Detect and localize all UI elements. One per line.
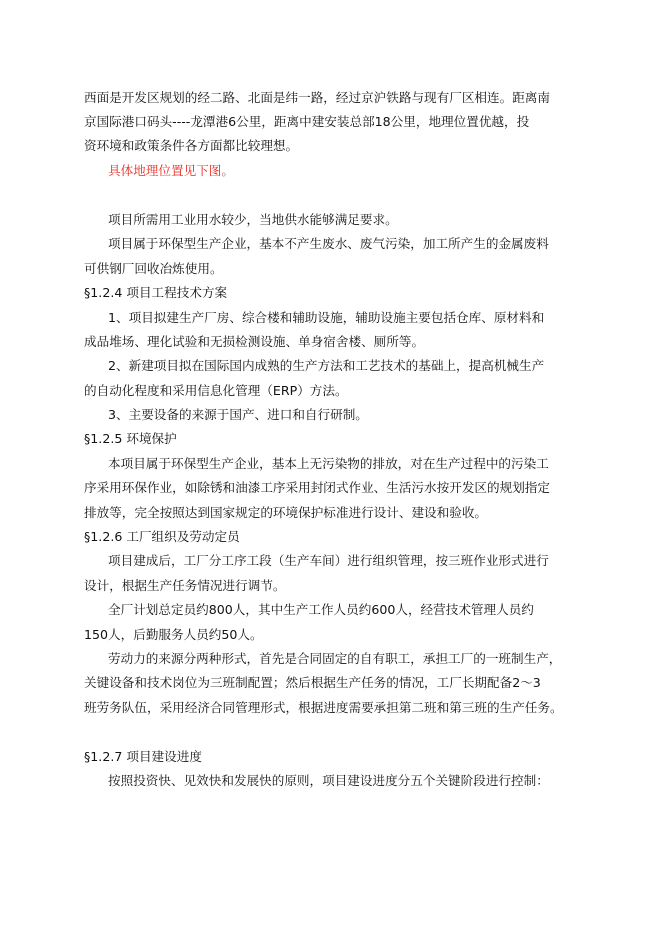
paragraph-line: 项目所需用工业用水较少，当地供水能够满足要求。: [108, 212, 398, 227]
paragraph-line: 序采用环保作业，如除锈和油漆工序采用封闭式作业、生活污水按开发区的规划指定: [84, 480, 550, 495]
paragraph-line: 排放等，完全按照达到国家规定的环境保护标准进行设计、建设和验收。: [84, 505, 487, 520]
paragraph-line: 可供钢厂回收冶炼使用。: [84, 261, 223, 276]
paragraph-line: 西面是开发区规划的经二路、北面是纬一路，经过京沪铁路与现有厂区相连。距离南: [84, 90, 550, 105]
paragraph-line: 的自动化程度和采用信息化管理（ERP）方法。: [84, 383, 348, 398]
section-heading: §1.2.6 工厂组织及劳动定员: [84, 529, 240, 544]
paragraph-line: 1、项目拟建生产厂房、综合楼和辅助设施，辅助设施主要包括仓库、原材料和: [108, 310, 545, 325]
section-heading: §1.2.7 项目建设进度: [84, 749, 202, 764]
paragraph-line: 京国际港口码头----龙潭港6公里，距离中建安装总部18公里，地理位置优越，投: [84, 114, 530, 129]
paragraph-line: 全厂计划总定员约800人，其中生产工作人员约600人，经营技术管理人员约: [108, 602, 534, 617]
paragraph-line: 2、新建项目拟在国际国内成熟的生产方法和工艺技术的基础上，提高机械生产: [108, 358, 545, 373]
paragraph-line: 成品堆场、理化试验和无损检测设施、单身宿舍楼、厕所等。: [84, 334, 425, 349]
paragraph-line: 本项目属于环保型生产企业，基本上无污染物的排放，对在生产过程中的污染工: [108, 456, 549, 471]
paragraph-line: 3、主要设备的来源于国产、进口和自行研制。: [108, 407, 368, 422]
paragraph-line: 劳动力的来源分两种形式，首先是合同固定的自有职工，承担工厂的一班制生产，: [108, 651, 562, 666]
highlighted-note: 具体地理位置见下图。: [108, 163, 234, 178]
paragraph-line: 关键设备和技术岗位为三班制配置；然后根据生产任务的情况，工厂长期配备2～3: [84, 675, 541, 690]
paragraph-line: 150人，后勤服务人员约50人。: [84, 627, 263, 642]
paragraph-line: 班劳务队伍，采用经济合同管理形式，根据进度需要承担第二班和第三班的生产任务。: [84, 700, 563, 715]
paragraph-line: 资环境和政策条件各方面都比较理想。: [84, 138, 299, 153]
section-heading: §1.2.5 环境保护: [84, 431, 177, 446]
paragraph-line: 设计，根据生产任务情况进行调节。: [84, 578, 286, 593]
section-heading: §1.2.4 项目工程技术方案: [84, 285, 228, 300]
paragraph-line: 按照投资快、见效快和发展快的原则，项目建设进度分五个关键阶段进行控制：: [108, 773, 549, 788]
paragraph-line: 项目建成后，工厂分工序工段（生产车间）进行组织管理，按三班作业形式进行: [108, 553, 549, 568]
paragraph-line: 项目属于环保型生产企业，基本不产生废水、废气污染，加工所产生的金属废料: [108, 236, 549, 251]
